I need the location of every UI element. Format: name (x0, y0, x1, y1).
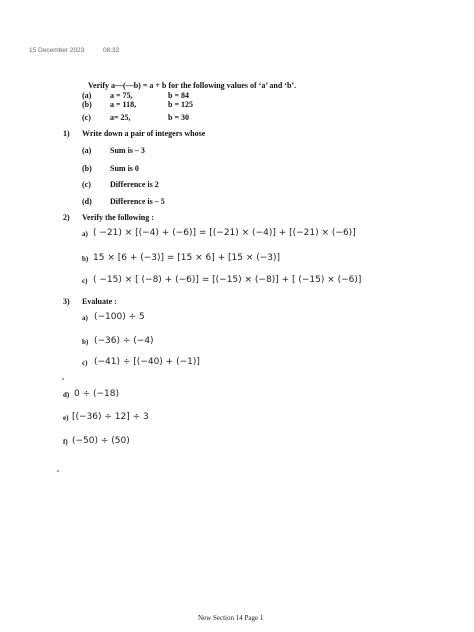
q3-item-expression: [(−36) ÷ 12] ÷ 3 (72, 412, 149, 422)
page-date: 15 December 2023 (29, 47, 85, 54)
page-footer: New Section 14 Page 1 (198, 614, 264, 622)
intro-row-a: a = 75, (110, 91, 133, 100)
q1-item-label: (d) (82, 197, 92, 206)
intro-row-label: (c) (82, 113, 91, 122)
q2-item-label: b) (82, 255, 89, 263)
q3-item-expression: (−50) ÷ (50) (72, 436, 130, 446)
intro-row-label: (a) (82, 91, 92, 100)
q1-item-text: Sum is – 3 (110, 146, 145, 155)
intro-row-b: b = 84 (168, 91, 190, 100)
q2-item-expression: ( −15) × [ (−8) + (−6)] = [(−15) × (−8)] + [ (−15) × (−6)] (93, 275, 362, 285)
intro-row-b: b = 125 (168, 100, 194, 109)
q3-item-label: a) (82, 314, 88, 322)
q2-item-expression: 15 × [6 + (−3)] = [15 × 6] + [15 × (−3)] (93, 253, 281, 263)
q3-number: 3) (63, 297, 70, 306)
q1-item-text: Sum is 0 (110, 164, 139, 173)
q2-item-expression: ( −21) × [(−4) + (−6)] = [(−21) × (−4)] + [(−21) × (−6)] (93, 228, 356, 238)
q2-item-label: c) (82, 277, 88, 285)
q2-item-label: a) (82, 230, 88, 238)
stray-mark (62, 378, 64, 380)
page-time: 08:32 (103, 47, 120, 54)
q2-title: Verify the following : (82, 213, 154, 222)
intro-row-b: b = 30 (168, 113, 190, 122)
q3-title: Evaluate : (82, 297, 117, 306)
intro-row-label: (b) (82, 100, 92, 109)
q3-item-label: c) (82, 359, 88, 367)
intro-row-a: a= 25, (110, 113, 131, 122)
q3-item-label: e) (63, 414, 69, 422)
q3-item-expression: (−41) ÷ [(−40) + (−1)] (94, 357, 200, 367)
intro-title: Verify a—(—b) = a + b for the following values of ‘a’ and ‘b’. (88, 81, 297, 90)
q3-item-label: d) (63, 391, 70, 399)
stray-mark (57, 470, 59, 472)
q1-item-text: Difference is 2 (110, 180, 159, 189)
q3-item-expression: (−100) ÷ 5 (94, 312, 145, 322)
q1-title: Write down a pair of integers whose (82, 129, 206, 138)
q1-number: 1) (63, 129, 70, 138)
q3-item-expression: 0 ÷ (−18) (74, 389, 120, 399)
q1-item-label: (b) (82, 164, 92, 173)
intro-row-a: a = 118, (110, 100, 137, 109)
q2-number: 2) (63, 213, 70, 222)
q3-item-label: f) (63, 438, 68, 446)
q1-item-label: (c) (82, 180, 91, 189)
q3-item-label: b) (82, 338, 89, 346)
q3-item-expression: (−36) ÷ (−4) (94, 336, 154, 346)
q1-item-label: (a) (82, 146, 92, 155)
q1-item-text: Difference is – 5 (110, 197, 165, 206)
